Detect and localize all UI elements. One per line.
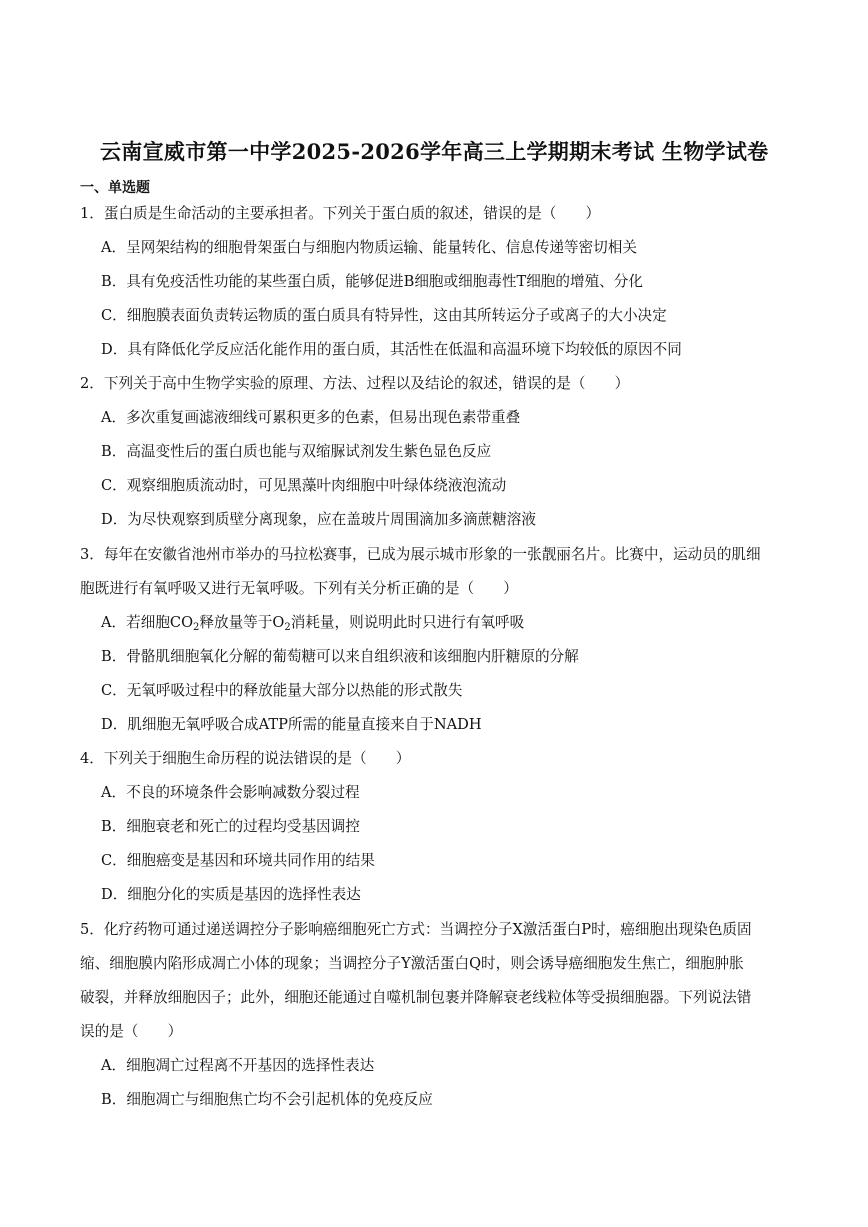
question-5-option-b: B．细胞凋亡与细胞焦亡均不会引起机体的免疫反应	[101, 1091, 433, 1108]
exam-title: 云南宣威市第一中学2025-2026学年高三上学期期末考试 生物学试卷	[100, 139, 769, 164]
question-3-stem-line-1: 3．每年在安徽省池州市举办的马拉松赛事，已成为展示城市形象的一张靓丽名片。比赛中，运动员的肌细	[80, 546, 761, 563]
question-2-option-d: D．为尽快观察到质壁分离现象，应在盖玻片周围滴加多滴蔗糖溶液	[101, 511, 536, 528]
question-1-option-a: A．呈网架结构的细胞骨架蛋白与细胞内物质运输、能量转化、信息传递等密切相关	[101, 239, 637, 256]
question-2-option-a: A．多次重复画滤液细线可累积更多的色素，但易出现色素带重叠	[101, 409, 521, 426]
question-4-option-b: B．细胞衰老和死亡的过程均受基因调控	[101, 818, 360, 835]
question-4-stem: 4．下列关于细胞生命历程的说法错误的是（ ）	[80, 750, 411, 767]
question-5-stem-line-2: 缩、细胞膜内陷形成凋亡小体的现象；当调控分子Y激活蛋白Q时，则会诱导癌细胞发生焦亡，细胞肿胀	[80, 955, 744, 972]
question-4-option-a: A．不良的环境条件会影响减数分裂过程	[101, 784, 360, 801]
question-4-option-c: C．细胞癌变是基因和环境共同作用的结果	[101, 852, 375, 869]
question-5-stem-line-1: 5．化疗药物可通过递送调控分子影响癌细胞死亡方式：当调控分子X激活蛋白P时，癌细胞出现染色质固	[80, 921, 752, 938]
question-3-option-d: D．肌细胞无氧呼吸合成ATP所需的能量直接来自于NADH	[101, 716, 482, 733]
section-heading: 一、单选题	[80, 180, 150, 196]
question-2-option-c: C．观察细胞质流动时，可见黑藻叶肉细胞中叶绿体绕液泡流动	[101, 477, 507, 494]
question-2-option-b: B．高温变性后的蛋白质也能与双缩脲试剂发生紫色显色反应	[101, 443, 492, 460]
question-3-option-c: C．无氧呼吸过程中的释放能量大部分以热能的形式散失	[101, 682, 463, 699]
question-3-stem-line-2: 胞既进行有氧呼吸又进行无氧呼吸。下列有关分析正确的是（ ）	[80, 580, 518, 597]
question-1-option-d: D．具有降低化学反应活化能作用的蛋白质，其活性在低温和高温环境下均较低的原因不同	[101, 341, 682, 358]
question-1-stem: 1．蛋白质是生命活动的主要承担者。下列关于蛋白质的叙述，错误的是（ ）	[80, 205, 601, 222]
question-3-option-b: B．骨骼肌细胞氧化分解的葡萄糖可以来自组织液和该细胞内肝糖原的分解	[101, 648, 579, 665]
question-5-stem-line-3: 破裂，并释放细胞因子；此外，细胞还能通过自噬机制包裹并降解衰老线粒体等受损细胞器。下列说法错	[80, 989, 752, 1006]
question-5-stem-line-4: 误的是（ ）	[80, 1023, 183, 1040]
question-1-option-b: B．具有免疫活性功能的某些蛋白质，能够促进B细胞或细胞毒性T细胞的增殖、分化	[101, 273, 643, 290]
question-2-stem: 2．下列关于高中生物学实验的原理、方法、过程以及结论的叙述，错误的是（ ）	[80, 375, 630, 392]
question-4-option-d: D．细胞分化的实质是基因的选择性表达	[101, 886, 361, 903]
question-5-option-a: A．细胞凋亡过程离不开基因的选择性表达	[101, 1057, 375, 1074]
question-1-option-c: C．细胞膜表面负责转运物质的蛋白质具有特异性，这由其所转运分子或离子的大小决定	[101, 307, 667, 324]
question-3-option-a: A．若细胞$CO_2$释放量等于$O_2$消耗量，则说明此时只进行有氧呼吸	[101, 614, 525, 633]
